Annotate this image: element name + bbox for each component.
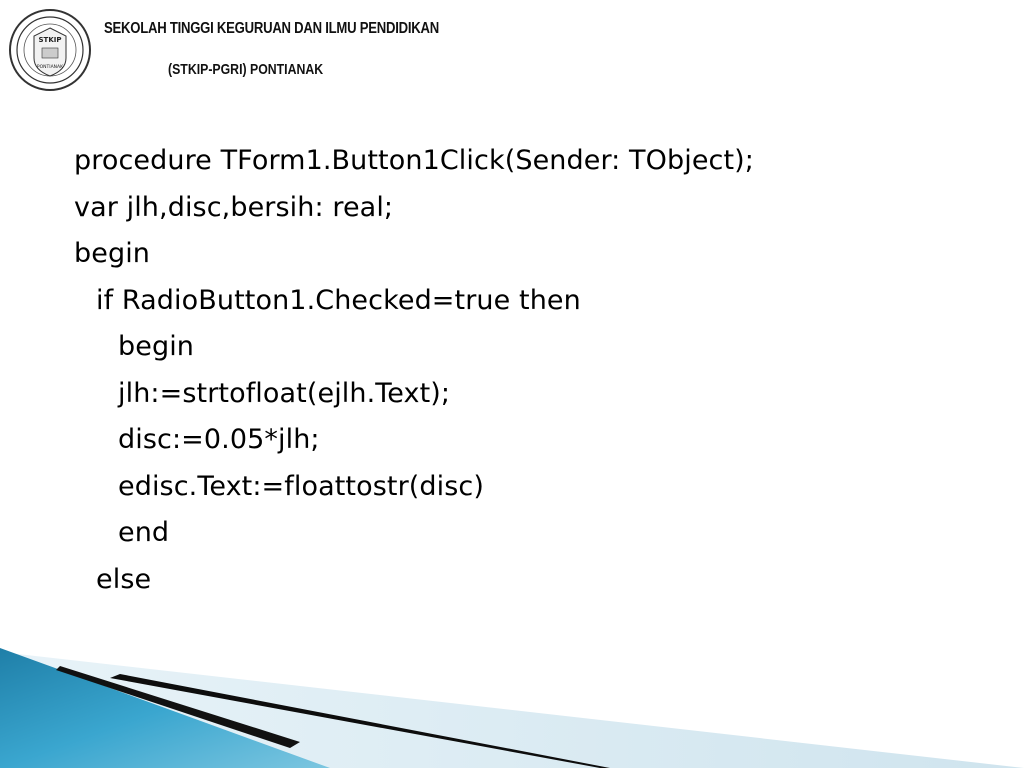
code-line: begin	[118, 331, 195, 362]
code-line: end	[118, 517, 170, 548]
code-line: if RadioButton1.Checked=true then	[96, 284, 581, 316]
footer-decoration	[0, 600, 1024, 768]
code-line: edisc.Text:=floattostr(disc)	[118, 470, 485, 502]
code-line: else	[96, 563, 152, 595]
code-line: begin	[74, 238, 151, 269]
institution-abbreviation: (STKIP-PGRI) PONTIANAK	[168, 61, 324, 78]
slide-header	[0, 0, 1024, 100]
logo-bottom-text: PONTIANAK	[36, 65, 64, 70]
code-listing	[74, 138, 754, 603]
code-line: var jlh,disc,bersih: real;	[74, 191, 394, 223]
code-line: jlh:=strtofloat(ejlh.Text);	[118, 377, 451, 409]
institution-logo	[8, 8, 92, 92]
code-line: procedure TForm1.Button1Click(Sender: TObject);	[74, 145, 755, 176]
institution-name: SEKOLAH TINGGI KEGURUAN DAN ILMU PENDIDIKAN	[104, 20, 439, 37]
logo-center-text: STKIP	[38, 36, 62, 44]
code-line: disc:=0.05*jlh;	[118, 424, 320, 455]
